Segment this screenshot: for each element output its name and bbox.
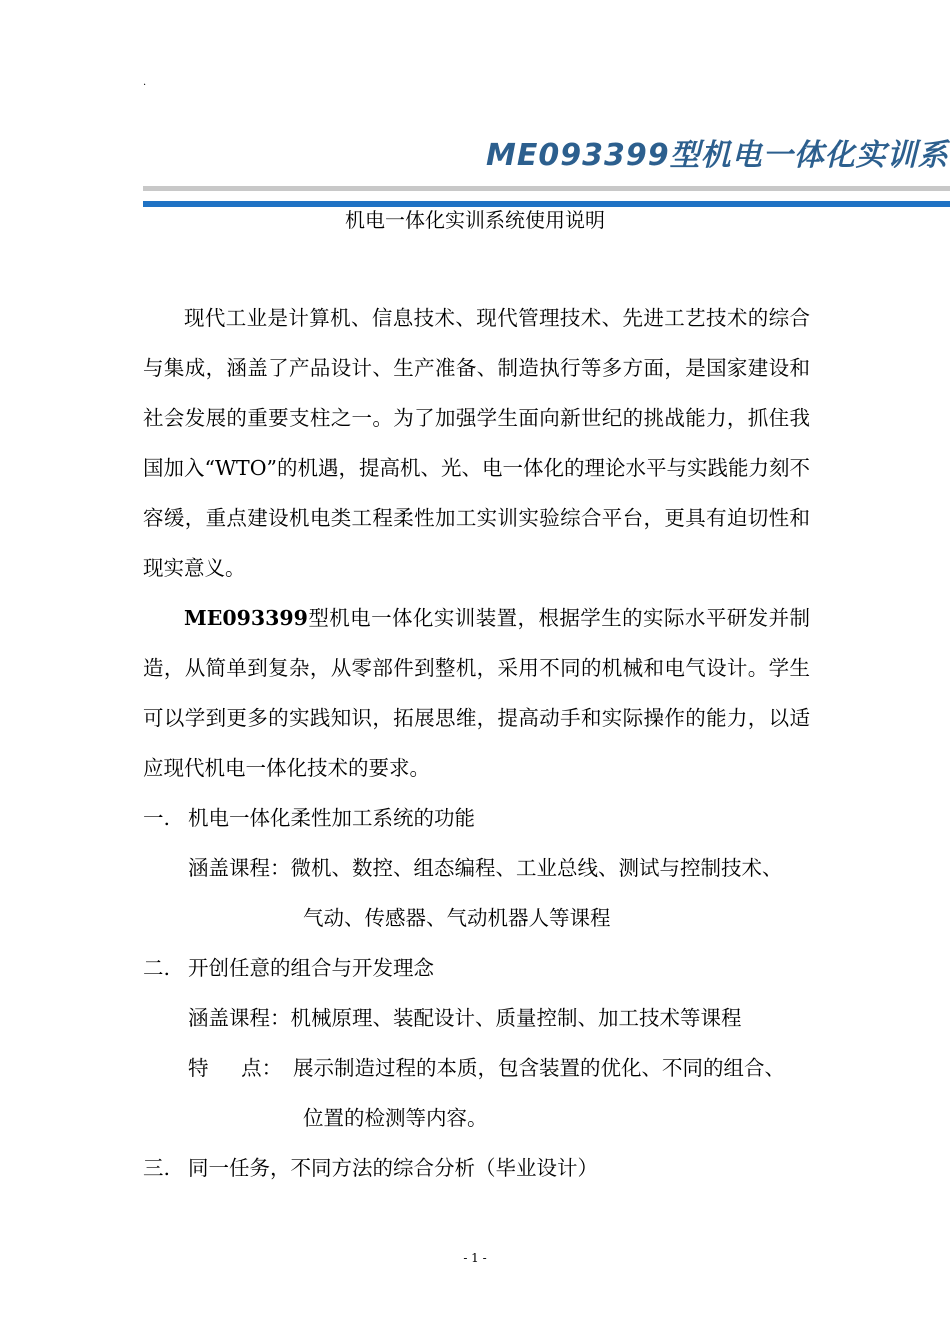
paragraph-device-text: 型机电一体化实训装置，根据学生的实际水平研发并制造，从简单到复杂，从零部件到整机，采用不同的机械和电气设计。学生可以学到更多的实践知识，拓展思维，提高动手和实际操作的能力，以适应现代机电一体化技术的要求。 xyxy=(143,606,810,780)
courses-label: 涵盖课程： xyxy=(188,1006,291,1030)
page-number: - 1 - xyxy=(463,1251,487,1265)
document-title: 机电一体化实训系统使用说明 xyxy=(345,208,605,232)
section-number: 一. xyxy=(143,806,171,830)
section-number: 二. xyxy=(143,956,171,980)
section-title: 同一任务，不同方法的综合分析（毕业设计） xyxy=(188,1156,598,1180)
section-2-features xyxy=(143,1043,810,1093)
courses-label: 涵盖课程： xyxy=(188,856,291,880)
section-title: 开创任意的组合与开发理念 xyxy=(188,956,434,980)
section-1-courses xyxy=(143,843,810,893)
paragraph-intro: 现代工业是计算机、信息技术、现代管理技术、先进工艺技术的综合与集成，涵盖了产品设计、生产准备、制造执行等多方面，是国家建设和社会发展的重要支柱之一。为了加强学生面向新世纪的挑战能力，抓住我国加入“WTO”的机遇，提高机、光、电一体化的理论水平与实践能力刻不容缓，重点建设机电类工程柔性加工实训实验综合平台，更具有迫切性和现实意义。 xyxy=(143,306,811,580)
header-rule-gray xyxy=(143,186,950,191)
section-heading-3 xyxy=(143,1143,810,1193)
courses-text: 机械原理、装配设计、质量控制、加工技术等课程 xyxy=(290,1006,742,1030)
header-dot: . xyxy=(143,77,147,88)
section-title: 机电一体化柔性加工系统的功能 xyxy=(188,806,475,830)
section-heading-1 xyxy=(143,793,810,843)
paragraph-device xyxy=(143,593,810,793)
model-number: ME093399 xyxy=(184,606,308,630)
section-2-features-cont: 位置的检测等内容。 xyxy=(303,1106,488,1130)
header-banner: ME093399型机电一体化实训系 xyxy=(486,138,949,173)
section-number: 三. xyxy=(143,1156,171,1180)
courses-text: 微机、数控、组态编程、工业总线、测试与控制技术、 xyxy=(290,856,783,880)
section-1-courses-cont: 气动、传感器、气动机器人等课程 xyxy=(303,906,611,930)
section-heading-2 xyxy=(143,943,810,993)
features-text: 展示制造过程的本质，包含装置的优化、不同的组合、 xyxy=(293,1056,785,1080)
features-label: 特 点： xyxy=(188,1056,283,1080)
document-body xyxy=(143,293,810,1193)
section-2-courses xyxy=(143,993,810,1043)
